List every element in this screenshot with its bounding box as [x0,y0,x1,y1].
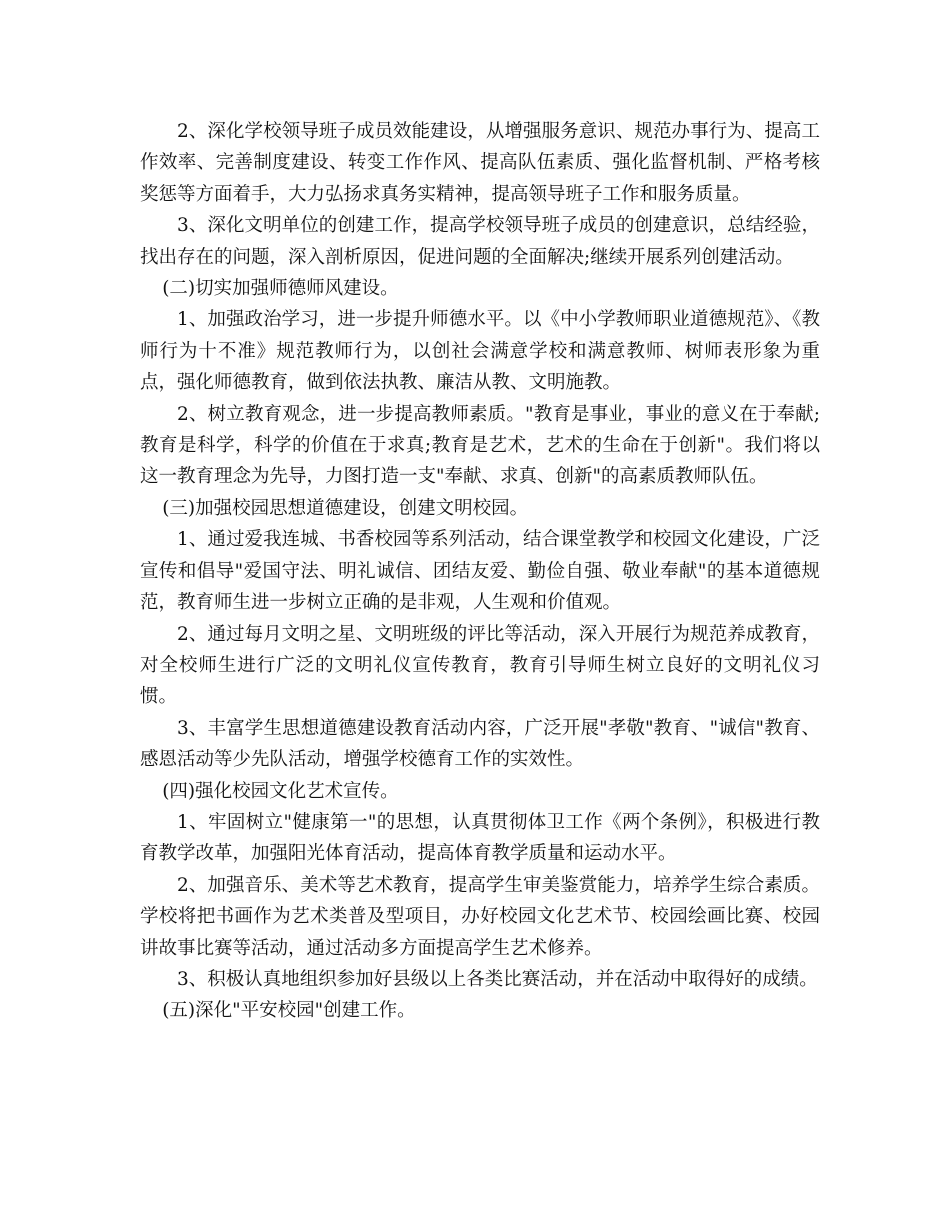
document-body [140,116,820,1027]
section-heading-5: (五)深化"平安校园"创建工作。 [162,1000,416,1022]
paragraph-8: 1、牢固树立"健康第一"的思想，认真贯彻体卫工作《两个条例》，积极进行教育教学改革，加强阳光体育活动，提高体育教学质量和运动水平。 [140,811,820,865]
section-heading-3: (三)加强校园思想道德建设，创建文明校园。 [162,497,529,519]
paragraph-7: 3、丰富学生思想道德建设教育活动内容，广泛开展"孝敬"教育、"诚信"教育、感恩活动等少先队活动，增强学校德育工作的实效性。 [140,717,820,771]
paragraph-6: 2、通过每月文明之星、文明班级的评比等活动，深入开展行为规范养成教育，对全校师生进行广泛的文明礼仪宣传教育，教育引导师生树立良好的文明礼仪习惯。 [140,623,820,708]
paragraph-4: 2、树立教育观念，进一步提高教师素质。"教育是事业，事业的意义在于奉献;教育是科学，科学的价值在于求真;教育是艺术，艺术的生命在于创新"。我们将以这一教育理念为先导，力图打造一支"奉献、求真、创新"的高素质教师队伍。 [140,403,820,488]
paragraph-1: 2、深化学校领导班子成员效能建设，从增强服务意识、规范办事行为、提高工作效率、完善制度建设、转变工作作风、提高队伍素质、强化监督机制、严格考核奖惩等方面着手，大力弘扬求真务实精神，提高领导班子工作和服务质量。 [140,121,820,205]
paragraph-10: 3、积极认真地组织参加好县级以上各类比赛活动，并在活动中取得好的成绩。 [177,968,818,990]
paragraph-3: 1、加强政治学习，进一步提升师德水平。以《中小学教师职业道德规范》、《教师行为十不准》规范教师行为，以创社会满意学校和满意教师、树师表形象为重点，强化师德教育，做到依法执教、廉洁从教、文明施教。 [140,309,820,394]
section-heading-4: (四)强化校园文化艺术宣传。 [162,780,399,802]
paragraph-2: 3、深化文明单位的创建工作，提高学校领导班子成员的创建意识，总结经验，找出存在的问题，深入剖析原因，促进问题的全面解决;继续开展系列创建活动。 [140,215,820,268]
section-heading-2: (二)切实加强师德师风建设。 [162,278,399,300]
paragraph-5: 1、通过爱我连城、书香校园等系列活动，结合课堂教学和校园文化建设，广泛宣传和倡导"爱国守法、明礼诚信、团结友爱、勤俭自强、敬业奉献"的基本道德规范，教育师生进一步树立正确的是非观，人生观和价值观。 [140,529,820,614]
paragraph-9: 2、加强音乐、美术等艺术教育，提高学生审美鉴赏能力，培养学生综合素质。学校将把书画作为艺术类普及型项目，办好校园文化艺术节、校园绘画比赛、校园讲故事比赛等活动，通过活动多方面提高学生艺术修养。 [140,874,820,959]
